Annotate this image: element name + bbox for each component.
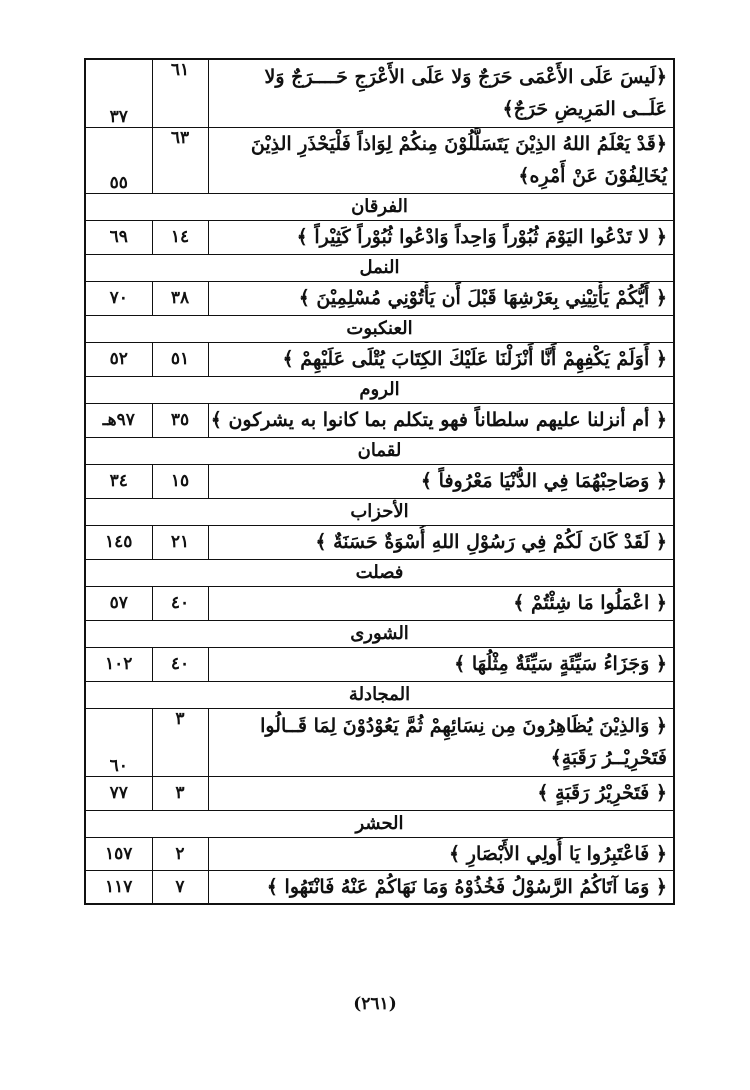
table-row [85, 342, 674, 376]
surah-header-row [85, 376, 674, 403]
table-row [85, 586, 674, 620]
page-cell: ٧٧ [85, 776, 152, 810]
table-row [85, 464, 674, 498]
verse-cell: ﴿ أَوَلَمْ يَكْفِهِمْ أَنَّا أَنْزَلْنَا عَلَيْكَ الكِتَابَ يُتْلَى عَلَيْهِمْ ﴾ [208, 342, 674, 376]
page-cell: ٥٢ [85, 342, 152, 376]
page-cell: ١١٧ [85, 870, 152, 904]
page-cell: ٦٩ [85, 220, 152, 254]
page-cell: ١٠٢ [85, 647, 152, 681]
page-cell: ٧٠ [85, 281, 152, 315]
surah-name: المجادلة [85, 681, 674, 708]
surah-name: الفرقان [85, 193, 674, 220]
verse-cell: ﴿ لَقَدْ كَانَ لَكُمْ فِي رَسُوْلِ اللهِ أُسْوَةٌ حَسَنَةٌ ﴾ [208, 525, 674, 559]
table-row [85, 525, 674, 559]
surah-header-row [85, 810, 674, 837]
table-row [85, 59, 674, 127]
verse-cell: ﴿ اعْمَلُوا مَا شِئْتُمْ ﴾ [208, 586, 674, 620]
ayah-cell: ٤٠ [152, 647, 208, 681]
ayah-cell: ٦١ [152, 59, 208, 127]
surah-name: الروم [85, 376, 674, 403]
surah-header-row [85, 437, 674, 464]
page-cell: ٣٧ [85, 59, 152, 127]
page-cell: ١٥٧ [85, 837, 152, 870]
surah-name: فصلت [85, 559, 674, 586]
table-row [85, 837, 674, 870]
verse-index-table [84, 58, 675, 905]
surah-header-row [85, 193, 674, 220]
verse-cell: ﴿ لا تَدْعُوا اليَوْمَ ثُبُوْراً وَاحِداً وَادْعُوا ثُبُوْراً كَثِيْراً ﴾ [208, 220, 674, 254]
verse-cell: ﴿ فَتَحْرِيْرُ رَقَبَةٍ ﴾ [208, 776, 674, 810]
table-row [85, 647, 674, 681]
ayah-cell: ٣٥ [152, 403, 208, 437]
table-row [85, 708, 674, 776]
verse-cell: ﴿ وَصَاحِبْهُمَا فِي الدُّنْيَا مَعْرُوفاً ﴾ [208, 464, 674, 498]
ayah-cell: ١٥ [152, 464, 208, 498]
verse-cell: ﴿ وَجَزَاءُ سَيِّئَةٍ سَيِّئَةٌ مِثْلُهَا ﴾ [208, 647, 674, 681]
surah-header-row [85, 254, 674, 281]
surah-header-row [85, 498, 674, 525]
page-cell: ٦٠ [85, 708, 152, 776]
ayah-cell: ٣ [152, 776, 208, 810]
verse-cell: ﴿ أم أنزلنا عليهم سلطاناً فهو يتكلم بما كانوا به يشركون ﴾ [208, 403, 674, 437]
surah-name: الحشر [85, 810, 674, 837]
table-row [85, 127, 674, 193]
surah-header-row [85, 315, 674, 342]
page-cell: ٩٧هـ [85, 403, 152, 437]
surah-name: العنكبوت [85, 315, 674, 342]
page-cell: ٥٥ [85, 127, 152, 193]
ayah-cell: ٢ [152, 837, 208, 870]
ayah-cell: ٥١ [152, 342, 208, 376]
table-row [85, 403, 674, 437]
verse-cell: ﴿ أَيُّكُمْ يَأْتِيْنِي بِعَرْشِهَا قَبْلَ أَن يَأْتُوْنِي مُسْلِمِيْنَ ﴾ [208, 281, 674, 315]
ayah-cell: ٦٣ [152, 127, 208, 193]
table-row [85, 281, 674, 315]
table-row [85, 220, 674, 254]
surah-header-row [85, 681, 674, 708]
surah-name: النمل [85, 254, 674, 281]
ayah-cell: ٧ [152, 870, 208, 904]
table-row [85, 870, 674, 904]
ayah-cell: ٣ [152, 708, 208, 776]
ayah-cell: ٢١ [152, 525, 208, 559]
surah-name: لقمان [85, 437, 674, 464]
verse-cell: ﴿ وَمَا آتَاكُمُ الرَّسُوْلُ فَخُذُوْهُ وَمَا نَهَاكُمْ عَنْهُ فَانْتَهُوا ﴾ [208, 870, 674, 904]
surah-header-row [85, 559, 674, 586]
verse-cell: ﴿لَيسَ عَلَى الأَعْمَى حَرَجٌ وَلا عَلَى الأَعْرَجِ حَــــرَجٌ وَلا عَلَــى المَرِيضِ حَرَجٌ﴾ [208, 59, 674, 127]
surah-header-row [85, 620, 674, 647]
page-cell: ٥٧ [85, 586, 152, 620]
verse-cell: ﴿ وَالذِيْنَ يُظَاهِرُونَ مِن نِسَائِهِمْ ثُمَّ يَعُوْدُوْنَ لِمَا قَــالُوا فَتَحْرِيْــرُ رَقَبَةٍ﴾ [208, 708, 674, 776]
verse-cell: ﴿قَدْ يَعْلَمُ اللهُ الذِيْنَ يَتَسَلَّلُوْنَ مِنكُمْ لِوَاذاً فَلْيَحْذَرِ الذِيْنَ يُخَالِفُوْنَ عَنْ أَمْرِه﴾ [208, 127, 674, 193]
ayah-cell: ٣٨ [152, 281, 208, 315]
ayah-cell: ٤٠ [152, 586, 208, 620]
surah-name: الأحزاب [85, 498, 674, 525]
page-cell: ٣٤ [85, 464, 152, 498]
surah-name: الشورى [85, 620, 674, 647]
verse-cell: ﴿ فَاعْتَبِرُوا يَا أُولِي الأَبْصَارِ ﴾ [208, 837, 674, 870]
page-number: (٢٦١) [353, 994, 397, 1014]
table-row [85, 776, 674, 810]
ayah-cell: ١٤ [152, 220, 208, 254]
page-cell: ١٤٥ [85, 525, 152, 559]
